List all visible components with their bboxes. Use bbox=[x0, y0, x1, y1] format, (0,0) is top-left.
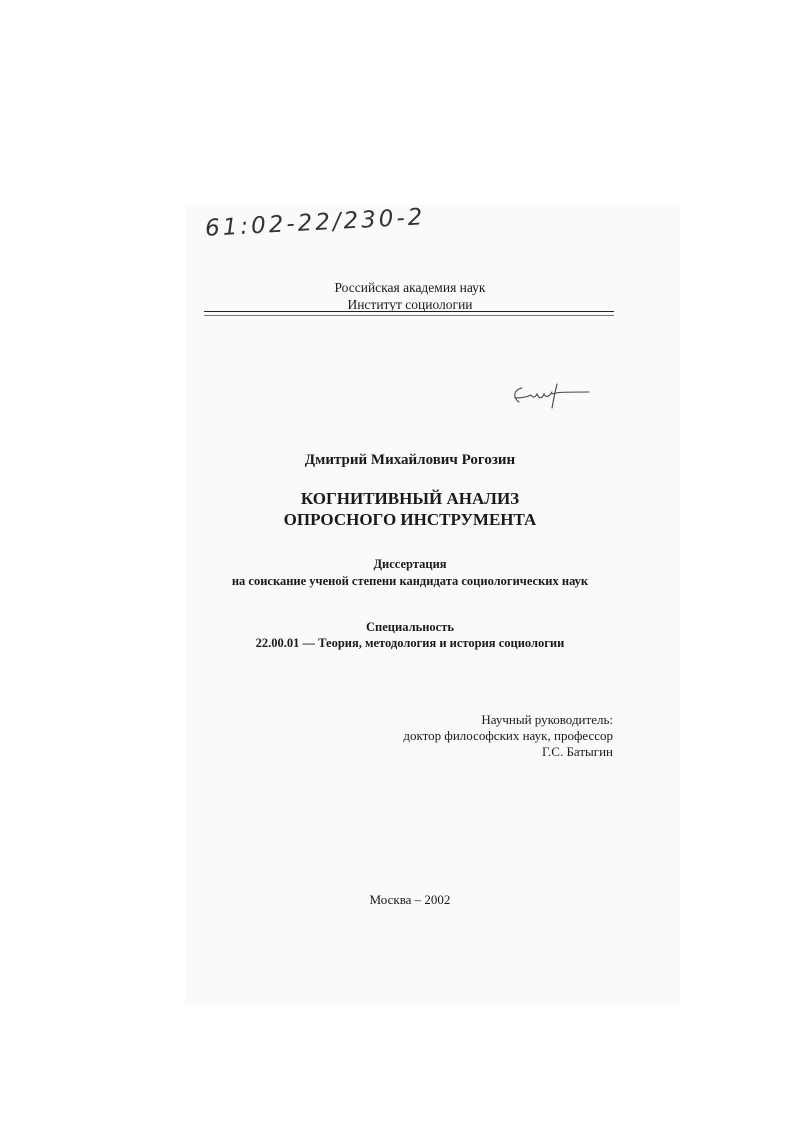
author-name: Дмитрий Михайлович Рогозин bbox=[304, 452, 516, 468]
specialty-label: Специальность bbox=[366, 620, 454, 634]
header-rule-thick bbox=[204, 311, 614, 312]
handwritten-signature bbox=[505, 380, 595, 412]
specialty-code: 22.00.01 — Теория, методология и история социологии bbox=[255, 636, 565, 650]
city-year: Москва – 2002 bbox=[369, 892, 451, 907]
supervisor-label: Научный руководитель: bbox=[481, 712, 613, 727]
degree-description: на соискание ученой степени кандидата социологических наук bbox=[231, 574, 589, 588]
title-line-2: ОПРОСНОГО ИНСТРУМЕНТА bbox=[283, 510, 537, 529]
dissertation-label: Диссертация bbox=[373, 557, 447, 571]
supervisor-degree: доктор философских наук, профессор bbox=[403, 728, 613, 743]
organization-line-2: Институт социологии bbox=[347, 297, 473, 312]
title-line-1: КОГНИТИВНЫЙ АНАЛИЗ bbox=[300, 489, 520, 508]
header-rule-thin bbox=[204, 315, 614, 316]
organization-line-1: Российская академия наук bbox=[334, 280, 486, 295]
archive-stamp: 61:02-22/230-2 bbox=[204, 204, 426, 242]
scanned-page bbox=[185, 205, 680, 1005]
supervisor-name: Г.С. Батыгин bbox=[541, 744, 613, 759]
